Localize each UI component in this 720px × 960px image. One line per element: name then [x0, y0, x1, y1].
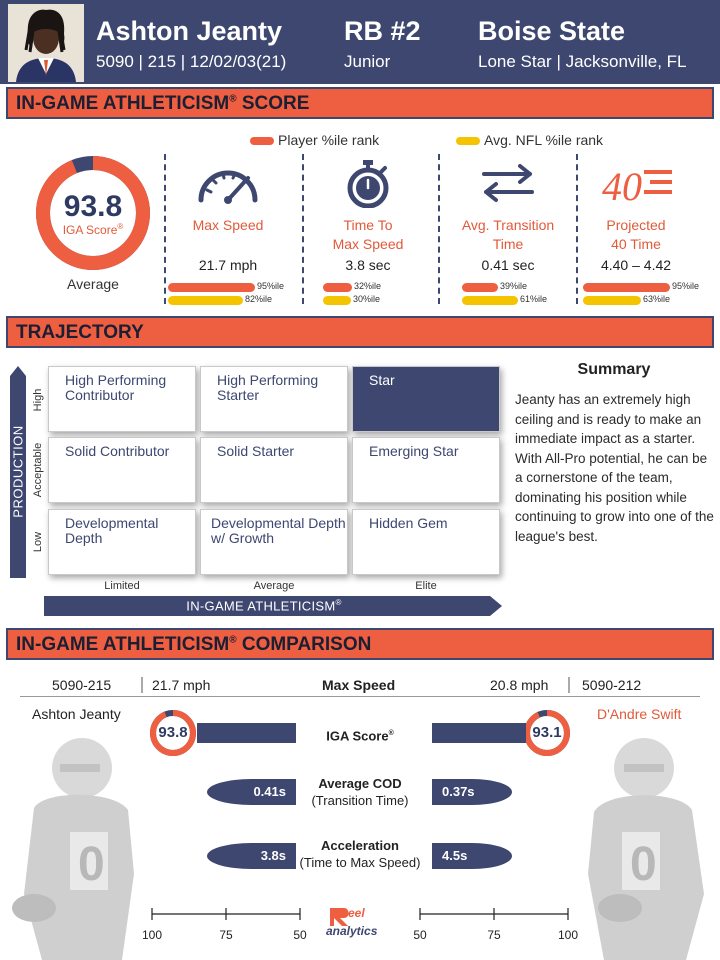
- registered-mark: ®: [335, 598, 342, 607]
- iga-compare-label-text: IGA Score: [326, 728, 389, 744]
- divider: [438, 154, 440, 304]
- row-label-low: Low: [32, 531, 44, 553]
- iga-score-label: [33, 222, 153, 237]
- right-player-size: 5090-212: [582, 677, 642, 693]
- comparison-title-text: IN-GAME ATHLETICISM: [16, 634, 230, 655]
- speedometer-icon: [163, 160, 293, 208]
- metric-label: [443, 216, 573, 254]
- metric-3-player-pct: 39%ile: [500, 281, 528, 291]
- right-player-speed: 20.8 mph: [490, 677, 549, 693]
- right-player-name: D'Andre Swift: [597, 706, 682, 722]
- iga-axis-label: [44, 598, 484, 613]
- left-player-size: 5090-215: [52, 677, 112, 693]
- registered-mark: ®: [229, 634, 237, 646]
- right-cod-pill: 0.37s: [432, 779, 512, 805]
- iga-axis-label-text: IN-GAME ATHLETICISM: [186, 598, 336, 614]
- right-player-silhouette: [580, 724, 716, 960]
- metric-2-player-pct: 32%ile: [354, 281, 382, 291]
- axis-tick-label: 75: [219, 928, 233, 942]
- left-iga-bar: [197, 723, 296, 743]
- col-label-average: Average: [253, 580, 295, 592]
- comparison-title-suffix: COMPARISON: [236, 634, 372, 655]
- player-name: Ashton Jeanty: [96, 16, 283, 46]
- metric-label-line2: Time: [492, 236, 524, 252]
- grid-cell: High Performing Starter: [200, 366, 348, 432]
- cod-compare-label: [292, 775, 428, 809]
- right-iga-bar: [432, 723, 526, 743]
- accel-sub-text: (Time to Max Speed): [299, 855, 421, 870]
- separator: [568, 677, 570, 693]
- legend-player: [250, 132, 379, 148]
- axis-tick-label: 75: [487, 928, 501, 942]
- iga-section-title: [16, 93, 309, 115]
- left-player-silhouette: [4, 724, 140, 960]
- right-jersey-number: 0: [630, 838, 657, 891]
- legend-player-swatch: [250, 137, 274, 145]
- row-label-high: High: [32, 388, 44, 412]
- player-headshot: [8, 4, 84, 82]
- metric-1-nfl-pct: 82%ile: [245, 294, 273, 304]
- trajectory-section-title: TRAJECTORY: [16, 322, 144, 343]
- right-accel-pill: 4.5s: [432, 843, 512, 869]
- legend-nfl-label: Avg. NFL %ile rank: [484, 132, 604, 148]
- reel-analytics-logo: [326, 904, 396, 944]
- metric-value: 3.8 sec: [345, 257, 391, 273]
- metric-1-player-bar: [168, 283, 255, 292]
- metric-3-player-bar: [462, 283, 498, 292]
- metric-value: 0.41 sec: [481, 257, 535, 273]
- iga-section-header: [6, 87, 714, 119]
- right-iga-value: 93.1: [532, 724, 562, 741]
- metric-label: [163, 216, 293, 235]
- metric-4-nfl-pct: 63%ile: [643, 294, 671, 304]
- grid-cell: Developmental Depth w/ Growth: [200, 509, 348, 575]
- registered-mark: ®: [117, 222, 124, 231]
- left-accel-pill: 3.8s: [207, 843, 296, 869]
- metric-2-player-bar: [323, 283, 352, 292]
- legend-nfl-swatch: [456, 137, 480, 145]
- production-axis-label: PRODUCTION: [10, 425, 26, 518]
- cod-label-text: Average COD: [318, 776, 402, 791]
- iga-score-label-text: IGA Score: [62, 223, 118, 237]
- registered-mark: ®: [229, 93, 237, 105]
- metric-label-line2: 40 Time: [611, 236, 661, 252]
- left-cod-pill: 0.41s: [207, 779, 296, 805]
- metric-1-nfl-bar: [168, 296, 243, 305]
- metric-label-line1: Time To: [343, 217, 393, 233]
- grid-cell: Developmental Depth: [48, 509, 196, 575]
- legend-player-label: Player %ile rank: [278, 132, 380, 148]
- metric-label: [571, 216, 701, 254]
- accel-compare-label: [292, 837, 428, 871]
- axis-tick-label: 50: [413, 928, 427, 942]
- axis-tick-label: 100: [557, 928, 579, 942]
- metric-label-line1: Avg. Transition: [461, 217, 555, 233]
- metric-label-line2: Max Speed: [332, 236, 404, 252]
- player-school: Boise State: [478, 16, 626, 46]
- comparison-divider-line: [20, 696, 700, 697]
- grid-cell-highlighted: Star: [352, 366, 500, 432]
- left-player-speed: 21.7 mph: [152, 677, 211, 693]
- grid-cell: Emerging Star: [352, 437, 500, 503]
- iga-score-rating: Average: [67, 276, 119, 292]
- grid-cell: High Performing Contributor: [48, 366, 196, 432]
- logo-word-analytics: analytics: [326, 924, 378, 938]
- grid-cell: Hidden Gem: [352, 509, 500, 575]
- left-jersey-number: 0: [78, 838, 105, 891]
- iga-score-value: 93.8: [63, 190, 123, 223]
- forty-icon-text: 40: [602, 164, 642, 208]
- metric-4-player-bar: [583, 283, 670, 292]
- col-label-limited: Limited: [104, 580, 140, 592]
- max-speed-label: Max Speed: [322, 677, 396, 693]
- metric-4-player-pct: 95%ile: [672, 281, 700, 291]
- cod-sub-text: (Transition Time): [311, 793, 409, 808]
- col-label-elite: Elite: [415, 580, 437, 592]
- metric-2-nfl-pct: 30%ile: [353, 294, 381, 304]
- grid-cell: Solid Contributor: [48, 437, 196, 503]
- row-label-acceptable: Acceptable: [32, 442, 44, 498]
- player-hometown: Lone Star | Jacksonville, FL: [478, 52, 687, 71]
- metric-1-player-pct: 95%ile: [257, 281, 285, 291]
- forty-icon: [571, 160, 701, 208]
- summary-text: Jeanty has an extremely high ceiling and is ready to make an immediate impact as a starter. With All-Pro potential, he can be a cornerstone of the team, dominating his position while continuing to grow into one of the league's best.: [515, 392, 714, 544]
- metric-3-nfl-bar: [462, 296, 518, 305]
- player-class-year: Junior: [344, 52, 391, 71]
- comparison-section-header: [6, 628, 714, 660]
- metric-value: 21.7 mph: [198, 257, 258, 273]
- logo-word-eel: eel: [348, 906, 365, 920]
- left-player-name: Ashton Jeanty: [32, 706, 121, 722]
- iga-section-title-suffix: SCORE: [236, 93, 310, 114]
- header-banner: [0, 0, 720, 84]
- player-position: RB #2: [344, 16, 421, 46]
- metric-label-line1: Max Speed: [192, 217, 264, 233]
- metric-label-line1: Projected: [606, 217, 666, 233]
- metric-value: 4.40 – 4.42: [600, 257, 672, 273]
- stopwatch-icon: [303, 160, 433, 208]
- axis-tick-label: 50: [293, 928, 307, 942]
- accel-label-text: Acceleration: [320, 838, 400, 853]
- separator: [141, 677, 143, 693]
- metric-3-nfl-pct: 61%ile: [520, 294, 548, 304]
- grid-cell: Solid Starter: [200, 437, 348, 503]
- trajectory-section-header: [6, 316, 714, 348]
- player-measurables: 5090 | 215 | 12/02/03(21): [96, 52, 287, 71]
- axis-tick-label: 100: [141, 928, 163, 942]
- iga-score-compare-label: [292, 725, 428, 744]
- comparison-section-title: [16, 634, 371, 656]
- transition-arrows-icon: [443, 160, 573, 208]
- summary-title: Summary: [577, 361, 651, 378]
- registered-mark: ®: [388, 730, 394, 737]
- metric-4-nfl-bar: [583, 296, 641, 305]
- left-iga-value: 93.8: [158, 724, 188, 741]
- legend-nfl: [456, 132, 603, 148]
- metric-label: [303, 216, 433, 254]
- iga-section-title-text: IN-GAME ATHLETICISM: [16, 93, 230, 114]
- metric-2-nfl-bar: [323, 296, 351, 305]
